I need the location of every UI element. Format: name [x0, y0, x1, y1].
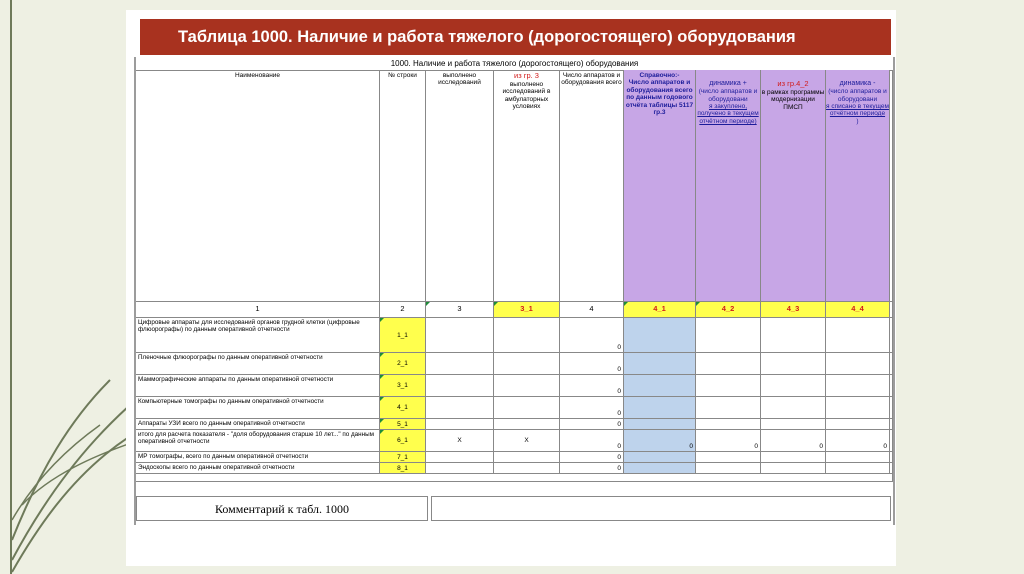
dyn-minus-ul: я списано в текущем отчётном периоде: [826, 102, 889, 118]
g42-text: в рамках программы модернизации ПМСП: [761, 88, 825, 111]
cell-error-marker: [380, 318, 384, 322]
row-code[interactable]: 7_1: [380, 452, 426, 463]
row-done[interactable]: [426, 452, 494, 463]
row-count[interactable]: 0: [560, 353, 624, 375]
slide-title: Таблица 1000. Наличие и работа тяжелого (дорогостоящего) оборудования: [140, 19, 891, 55]
row-done[interactable]: [426, 318, 494, 353]
row-dyn-minus[interactable]: [826, 375, 890, 397]
g42-prefix: из гр.4_2: [777, 79, 809, 88]
num-cell: 4_4: [826, 302, 890, 318]
row-g3[interactable]: X: [494, 430, 560, 452]
row-count[interactable]: 0: [560, 419, 624, 430]
cell-error-marker: [380, 419, 384, 423]
col-header-count: Число аппаратов и оборудования всего: [560, 70, 624, 302]
row-name[interactable]: Компьютерные томографы по данным оперативной отчетности: [136, 397, 380, 419]
row-name[interactable]: МР томографы, всего по данным оперативной отчетности: [136, 452, 380, 463]
row-dyn-minus[interactable]: [826, 318, 890, 353]
row-ref[interactable]: [624, 463, 696, 474]
row-name[interactable]: Пленочные флюорографы по данным оперативной отчетности: [136, 353, 380, 375]
row-code[interactable]: 4_1: [380, 397, 426, 419]
row-code[interactable]: 5_1: [380, 419, 426, 430]
row-ref[interactable]: [624, 318, 696, 353]
comment-label: Комментарий к табл. 1000: [136, 496, 428, 521]
row-spacer: [136, 474, 893, 482]
row-ref[interactable]: 0: [624, 430, 696, 452]
col-header-dyn-plus: [696, 70, 761, 302]
row-cutoff: [890, 463, 893, 474]
row-g3[interactable]: [494, 318, 560, 353]
col-header-done: выполнено исследований: [426, 70, 494, 302]
row-cutoff: [890, 318, 893, 353]
row-done[interactable]: [426, 463, 494, 474]
num-cell: 4_3: [761, 302, 826, 318]
row-dyn-plus[interactable]: [696, 375, 761, 397]
row-dyn-plus[interactable]: [696, 452, 761, 463]
dyn-plus-mid: (число аппаратов и оборудовани: [698, 88, 758, 103]
row-g3[interactable]: [494, 397, 560, 419]
row-ref[interactable]: [624, 353, 696, 375]
row-g3[interactable]: [494, 419, 560, 430]
row-code[interactable]: 2_1: [380, 353, 426, 375]
row-name[interactable]: Маммографические аппараты по данным оперативной отчетности: [136, 375, 380, 397]
row-g42[interactable]: 0: [761, 430, 826, 452]
cell-error-marker: [426, 302, 430, 306]
row-dyn-plus[interactable]: [696, 353, 761, 375]
row-code[interactable]: 6_1: [380, 430, 426, 452]
row-cutoff: [890, 397, 893, 419]
col-header-ref: [624, 70, 696, 302]
row-name[interactable]: итого для расчета показателя - "доля оборудования старше 10 лет..." по данным оперативной отчетности: [136, 430, 380, 452]
row-dyn-plus[interactable]: [696, 318, 761, 353]
col-header-row-no: № строки: [380, 70, 426, 302]
row-count[interactable]: 0: [560, 463, 624, 474]
row-ref[interactable]: [624, 419, 696, 430]
g3-text: выполнено исследований в амбулаторных условиях: [502, 80, 551, 111]
row-count[interactable]: 0: [560, 318, 624, 353]
dyn-minus-end: ): [856, 117, 859, 125]
row-cutoff: [890, 375, 893, 397]
row-dyn-plus[interactable]: 0: [696, 430, 761, 452]
num-cell: 4: [560, 302, 624, 318]
num-cell: 3_1: [494, 302, 560, 318]
row-code[interactable]: 8_1: [380, 463, 426, 474]
row-count[interactable]: 0: [560, 375, 624, 397]
row-code[interactable]: 3_1: [380, 375, 426, 397]
row-g3[interactable]: [494, 375, 560, 397]
row-dyn-minus[interactable]: [826, 397, 890, 419]
col-header-name: Наименование: [136, 70, 380, 302]
row-ref[interactable]: [624, 452, 696, 463]
row-done[interactable]: X: [426, 430, 494, 452]
row-g42[interactable]: [761, 318, 826, 353]
row-g42[interactable]: [761, 353, 826, 375]
row-dyn-minus[interactable]: 0: [826, 430, 890, 452]
row-g42[interactable]: [761, 397, 826, 419]
row-done[interactable]: [426, 375, 494, 397]
row-done[interactable]: [426, 419, 494, 430]
row-g42[interactable]: [761, 375, 826, 397]
dyn-minus-mid: (число аппаратов и оборудовани: [828, 88, 887, 103]
row-g42[interactable]: [761, 463, 826, 474]
row-dyn-minus[interactable]: [826, 452, 890, 463]
row-done[interactable]: [426, 397, 494, 419]
row-name[interactable]: Цифровые аппараты для исследований органов грудной клетки (цифровые флюорографы) по данным оперативной отчетности: [136, 318, 380, 353]
row-cutoff: [890, 353, 893, 375]
row-dyn-plus[interactable]: [696, 397, 761, 419]
row-ref[interactable]: [624, 375, 696, 397]
row-dyn-minus[interactable]: [826, 353, 890, 375]
dyn-plus-ul: я закуплено, получено в текущем отчётном периоде): [697, 102, 759, 125]
col-header-g3: [494, 70, 560, 302]
sheet-header: 1000. Наличие и работа тяжелого (дорогостоящего) оборудования: [136, 57, 893, 71]
ref-prefix: Справочно:-: [639, 72, 680, 79]
row-done[interactable]: [426, 353, 494, 375]
row-dyn-plus[interactable]: [696, 419, 761, 430]
num-cell: 4_2: [696, 302, 761, 318]
row-dyn-plus[interactable]: [696, 463, 761, 474]
row-dyn-minus[interactable]: [826, 463, 890, 474]
num-cell-cutoff: [890, 302, 893, 318]
dyn-plus-prefix: динамика +: [709, 80, 747, 87]
row-g42[interactable]: [761, 419, 826, 430]
row-g3[interactable]: [494, 452, 560, 463]
col-header-dyn-minus: [826, 70, 890, 302]
g3-prefix: из гр. 3: [514, 71, 539, 80]
row-g3[interactable]: [494, 353, 560, 375]
row-count[interactable]: 0: [560, 397, 624, 419]
row-count[interactable]: 0: [560, 430, 624, 452]
comment-input[interactable]: [431, 496, 891, 521]
spreadsheet-table: [134, 57, 895, 525]
row-cutoff: [890, 419, 893, 430]
dyn-minus-prefix: динамика -: [839, 80, 876, 87]
num-cell: 2: [380, 302, 426, 318]
cell-error-marker: [380, 397, 384, 401]
row-code[interactable]: 1_1: [380, 318, 426, 353]
row-cutoff: [890, 430, 893, 452]
num-cell: 4_1: [624, 302, 696, 318]
row-ref[interactable]: [624, 397, 696, 419]
row-count[interactable]: 0: [560, 452, 624, 463]
row-name[interactable]: Аппараты УЗИ всего по данным оперативной отчетности: [136, 419, 380, 430]
num-cell: 3: [426, 302, 494, 318]
row-cutoff: [890, 452, 893, 463]
col-header-g42: [761, 70, 826, 302]
cell-error-marker: [624, 302, 628, 306]
col-header-cutoff: [890, 70, 893, 302]
cell-error-marker: [380, 375, 384, 379]
row-dyn-minus[interactable]: [826, 419, 890, 430]
cell-error-marker: [494, 302, 498, 306]
row-g42[interactable]: [761, 452, 826, 463]
ref-text: Число аппаратов и оборудования всего по данным годового отчёта таблицы 5117 гр.3: [625, 79, 694, 117]
row-name[interactable]: Эндоскопы всего по данным оперативной отчетности: [136, 463, 380, 474]
cell-error-marker: [380, 353, 384, 357]
cell-error-marker: [696, 302, 700, 306]
row-g3[interactable]: [494, 463, 560, 474]
num-cell: 1: [136, 302, 380, 318]
cell-error-marker: [380, 430, 384, 434]
